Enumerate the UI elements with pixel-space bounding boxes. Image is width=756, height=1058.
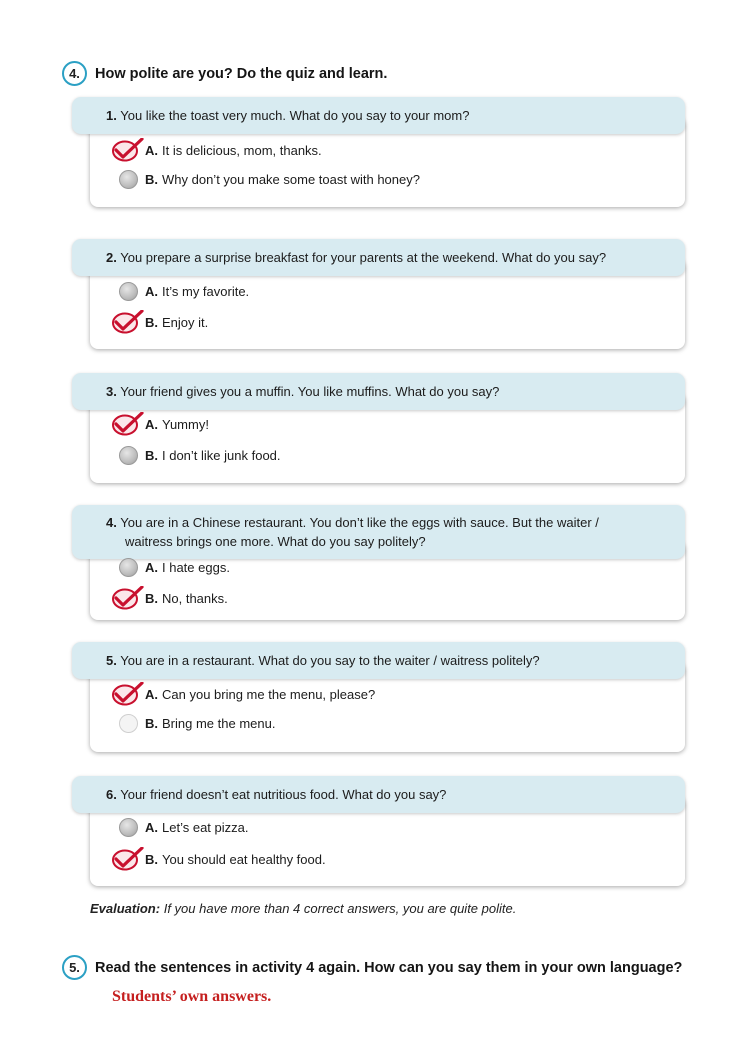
question-4-option-b[interactable] — [110, 586, 228, 610]
option-letter: A. — [145, 416, 158, 432]
question-2-text: You prepare a surprise breakfast for your parents at the weekend. What do you say? — [120, 250, 607, 265]
question-5-text: You are in a restaurant. What do you say to the waiter / waitress politely? — [120, 653, 540, 668]
question-1-text: You like the toast very much. What do you say to your mom? — [120, 108, 470, 123]
question-6-option-a[interactable] — [110, 818, 248, 837]
question-card-4 — [72, 505, 685, 620]
question-3-text: Your friend gives you a muffin. You like muffins. What do you say? — [120, 384, 500, 399]
option-text: No, thanks. — [162, 590, 228, 606]
activity-5-number: 5. — [62, 955, 87, 980]
option-text: I don’t like junk food. — [162, 448, 281, 463]
option-text: You should eat healthy food. — [162, 851, 326, 867]
evaluation-label: Evaluation: — [90, 901, 161, 916]
question-3-option-b[interactable] — [110, 446, 281, 465]
activity-5-answer: Students’ own answers. — [112, 988, 272, 1005]
option-text: Enjoy it. — [162, 314, 209, 330]
activity-4-number: 4. — [62, 61, 87, 86]
option-letter: A. — [145, 686, 158, 702]
option-letter: B. — [145, 448, 158, 463]
question-3-option-a[interactable] — [110, 412, 209, 436]
check-mark-icon — [110, 682, 144, 706]
question-card-3 — [72, 373, 685, 483]
check-mark-icon — [110, 586, 144, 610]
question-2-number: 2. — [106, 250, 117, 265]
question-1-option-b[interactable] — [110, 170, 420, 189]
radio-button-icon[interactable] — [119, 170, 138, 189]
radio-button-icon[interactable] — [119, 282, 138, 301]
question-card-1 — [72, 97, 685, 207]
activity-5-title: Read the sentences in activity 4 again. How can you say them in your own language? — [95, 959, 683, 976]
option-letter: A. — [145, 820, 158, 835]
radio-button-icon[interactable] — [119, 446, 138, 465]
question-card-6 — [72, 776, 685, 886]
check-mark-icon — [110, 412, 144, 436]
question-3-bar — [72, 373, 685, 410]
option-letter: B. — [145, 314, 158, 330]
activity-5-header — [62, 955, 682, 980]
question-4-number: 4. — [106, 515, 117, 530]
radio-button-icon[interactable] — [119, 714, 138, 733]
option-letter: A. — [145, 560, 158, 575]
question-6-number: 6. — [106, 787, 117, 802]
question-1-number: 1. — [106, 108, 117, 123]
check-mark-icon — [110, 847, 144, 871]
radio-button-icon[interactable] — [119, 558, 138, 577]
option-text: It’s my favorite. — [162, 284, 250, 299]
question-6-bar — [72, 776, 685, 813]
question-4-option-a[interactable] — [110, 558, 230, 577]
question-4-text-line-1: You are in a Chinese restaurant. You don’t like the eggs with sauce. But the waiter / — [120, 515, 599, 530]
option-text: Yummy! — [162, 416, 209, 432]
question-2-option-a[interactable] — [110, 282, 249, 301]
question-2-bar — [72, 239, 685, 276]
question-5-bar — [72, 642, 685, 679]
option-letter: B. — [145, 172, 158, 187]
option-text: Can you bring me the menu, please? — [162, 686, 376, 702]
question-card-5 — [72, 642, 685, 752]
activity-4-title: How polite are you? Do the quiz and learn. — [95, 65, 388, 82]
option-text: I hate eggs. — [162, 560, 230, 575]
activity-4-header — [62, 61, 387, 86]
evaluation-text: If you have more than 4 correct answers, you are quite polite. — [163, 901, 517, 916]
option-letter: A. — [145, 284, 158, 299]
check-mark-icon — [110, 138, 144, 162]
option-text: Let’s eat pizza. — [162, 820, 249, 835]
radio-button-icon[interactable] — [119, 818, 138, 837]
question-card-2 — [72, 239, 685, 349]
question-1-option-a[interactable] — [110, 138, 322, 162]
question-5-option-a[interactable] — [110, 682, 375, 706]
option-letter: B. — [145, 851, 158, 867]
question-5-number: 5. — [106, 653, 117, 668]
question-5-option-b[interactable] — [110, 714, 275, 733]
question-6-text: Your friend doesn’t eat nutritious food. What do you say? — [120, 787, 447, 802]
option-text: Why don’t you make some toast with honey? — [162, 172, 420, 187]
option-letter: B. — [145, 716, 158, 731]
check-mark-icon — [110, 310, 144, 334]
question-1-bar — [72, 97, 685, 134]
question-4-bar — [72, 505, 685, 559]
option-text: Bring me the menu. — [162, 716, 276, 731]
question-6-option-b[interactable] — [110, 847, 326, 871]
question-3-number: 3. — [106, 384, 117, 399]
question-4-text-line-2: waitress brings one more. What do you say politely? — [125, 534, 426, 549]
option-text: It is delicious, mom, thanks. — [162, 142, 322, 158]
question-2-option-b[interactable] — [110, 310, 208, 334]
evaluation-note — [90, 901, 516, 916]
option-letter: B. — [145, 590, 158, 606]
option-letter: A. — [145, 142, 158, 158]
